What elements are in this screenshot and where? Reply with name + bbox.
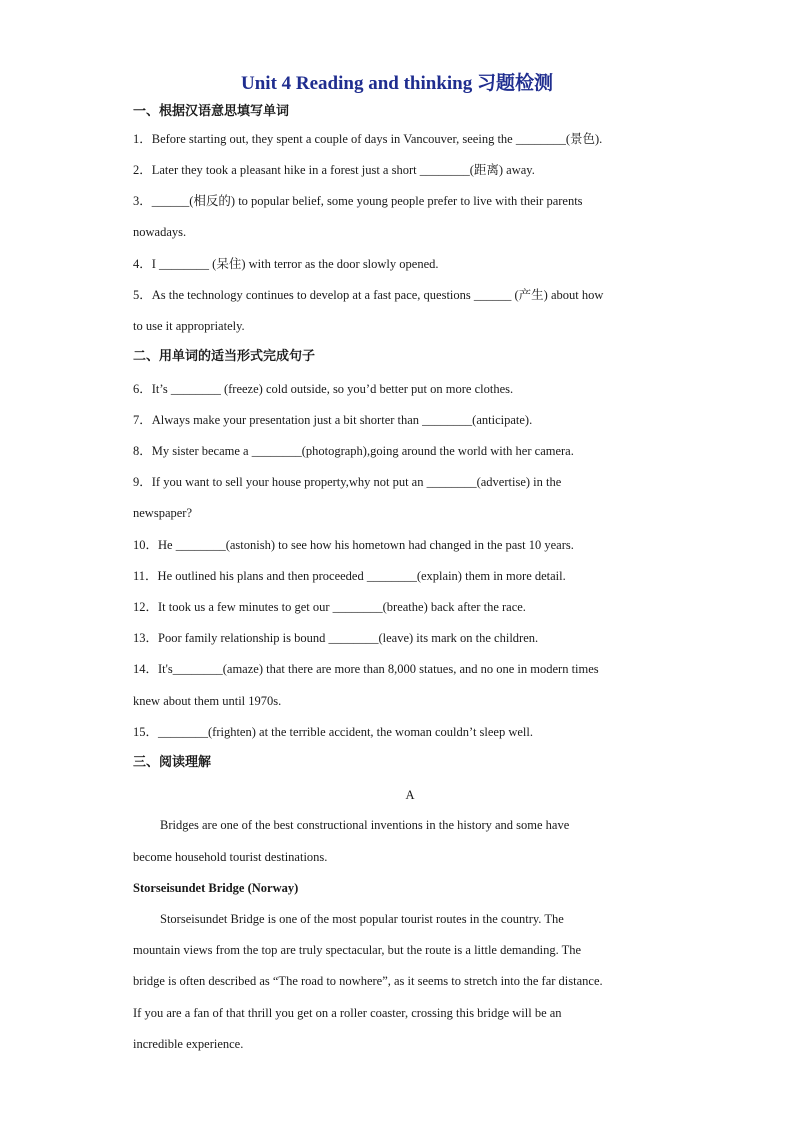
page-title: Unit 4 Reading and thinking 习题检测 bbox=[241, 73, 553, 94]
question-15: 15．________(frighten) at the terrible accident, the woman couldn’t sleep well. bbox=[133, 725, 533, 739]
question-14-line-2: knew about them until 1970s. bbox=[133, 694, 282, 708]
question-4: 4．I ________ (呆住) with terror as the door slowly opened. bbox=[133, 257, 439, 271]
subheading-storseisundet: Storseisundet Bridge (Norway) bbox=[133, 881, 299, 895]
question-7: 7．Always make your presentation just a bit shorter than ________(anticipate). bbox=[133, 413, 533, 427]
question-3-line-1: 3．______(相反的) to popular belief, some young people prefer to live with their parents bbox=[133, 194, 583, 208]
section-3-heading: 三、阅读理解 bbox=[133, 755, 212, 770]
section-1-heading: 一、根据汉语意思填写单词 bbox=[133, 104, 290, 119]
question-1: 1．Before starting out, they spent a couple of days in Vancouver, seeing the ________(景色). bbox=[133, 132, 603, 146]
intro-line-1: Bridges are one of the best constructional inventions in the history and some have bbox=[160, 818, 570, 832]
question-12: 12．It took us a few minutes to get our ________(breathe) back after the race. bbox=[133, 600, 526, 614]
question-5-line-1: 5．As the technology continues to develop at a fast pace, questions ______ (产生) about how bbox=[133, 288, 604, 302]
paragraph-1-line-2: mountain views from the top are truly spectacular, but the route is a little demanding. The bbox=[133, 943, 582, 957]
question-13: 13．Poor family relationship is bound ________(leave) its mark on the children. bbox=[133, 631, 539, 645]
question-9-line-1: 9．If you want to sell your house property,why not put an ________(advertise) in the bbox=[133, 475, 562, 489]
paragraph-1-line-3: bridge is often described as “The road to nowhere”, as it seems to stretch into the far distance. bbox=[133, 974, 603, 988]
intro-line-2: become household tourist destinations. bbox=[133, 850, 328, 864]
paragraph-1-line-5: incredible experience. bbox=[133, 1037, 244, 1051]
question-2: 2．Later they took a pleasant hike in a forest just a short ________(距离) away. bbox=[133, 163, 535, 177]
question-10: 10．He ________(astonish) to see how his hometown had changed in the past 10 years. bbox=[133, 538, 574, 552]
section-2-heading: 二、用单词的适当形式完成句子 bbox=[133, 349, 316, 364]
paragraph-1-line-1: Storseisundet Bridge is one of the most popular tourist routes in the country. The bbox=[160, 912, 564, 926]
question-6: 6．It’s ________ (freeze) cold outside, so you’d better put on more clothes. bbox=[133, 382, 514, 396]
passage-label: A bbox=[405, 788, 415, 802]
question-8: 8．My sister became a ________(photograph),going around the world with her camera. bbox=[133, 444, 574, 458]
question-14-line-1: 14．It's________(amaze) that there are more than 8,000 statues, and no one in modern times bbox=[133, 662, 599, 676]
question-9-line-2: newspaper? bbox=[133, 506, 192, 520]
question-5-line-2: to use it appropriately. bbox=[133, 319, 245, 333]
paragraph-1-line-4: If you are a fan of that thrill you get on a roller coaster, crossing this bridge will be an bbox=[133, 1006, 562, 1020]
question-11: 11．He outlined his plans and then proceeded ________(explain) them in more detail. bbox=[133, 569, 566, 583]
question-3-line-2: nowadays. bbox=[133, 225, 187, 239]
